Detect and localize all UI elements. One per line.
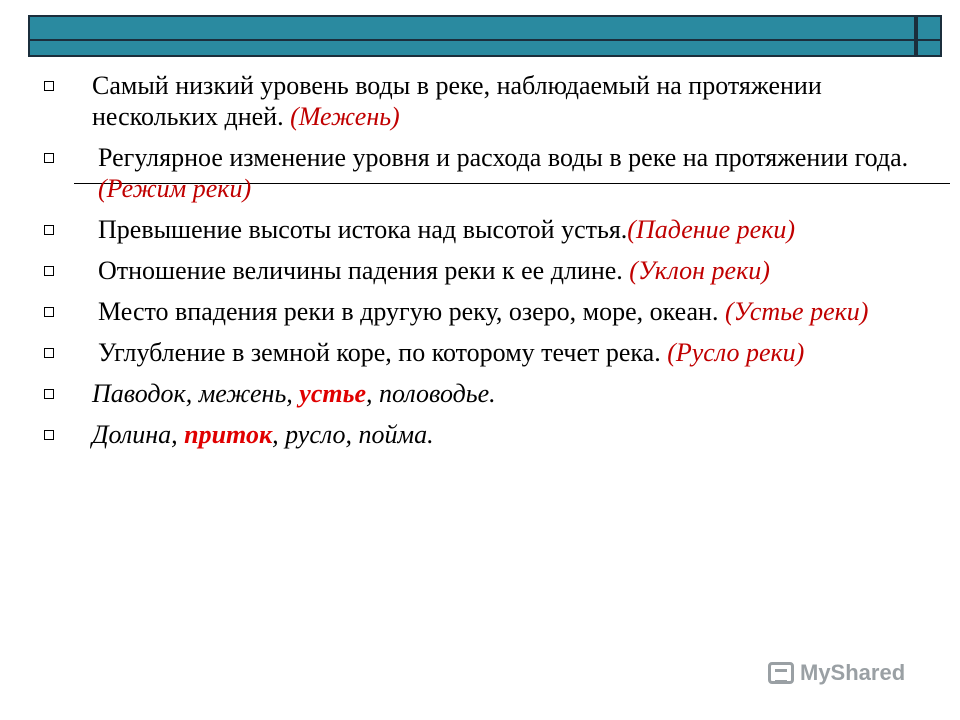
- item-answer: (Уклон реки): [629, 256, 770, 285]
- item-answer: (Устье реки): [724, 297, 869, 326]
- square-bullet-icon: [44, 266, 54, 276]
- item-answer: (Русло реки): [667, 338, 805, 367]
- item-text: Углубление в земной коре, по которому течет река.: [98, 338, 668, 367]
- title-bar: [28, 15, 942, 57]
- item-text: Превышение высоты истока над высотой устья.: [98, 215, 628, 244]
- item-text: Самый низкий уровень воды в реке, наблюдаемый на протяжении нескольких дней.: [92, 71, 822, 131]
- square-bullet-icon: [44, 225, 54, 235]
- item-answer: (Режим реки): [98, 174, 252, 203]
- term-list-text: , русло, пойма.: [272, 420, 434, 449]
- square-bullet-icon: [44, 307, 54, 317]
- square-bullet-icon: [44, 153, 54, 163]
- square-bullet-icon: [44, 348, 54, 358]
- list-item: [40, 255, 940, 286]
- list-item: [40, 337, 940, 368]
- square-bullet-icon: [44, 430, 54, 440]
- watermark: [768, 660, 905, 686]
- list-item: [40, 419, 940, 450]
- title-bar-band-lower: [30, 41, 914, 55]
- item-text: Отношение величины падения реки к ее длине.: [98, 256, 630, 285]
- item-answer: (Межень): [290, 102, 400, 131]
- term-list-text: Паводок, межень,: [92, 379, 300, 408]
- list-item: [40, 296, 940, 327]
- square-bullet-icon: [44, 389, 54, 399]
- term-highlight: устье: [299, 379, 367, 408]
- list-item: [40, 378, 940, 409]
- term-list-text: Долина,: [92, 420, 185, 449]
- definition-list: [40, 70, 940, 460]
- term-highlight: приток: [184, 420, 273, 449]
- title-bar-band: [30, 17, 914, 39]
- list-item: [40, 142, 940, 204]
- title-bar-square: [918, 17, 940, 39]
- square-bullet-icon: [44, 81, 54, 91]
- item-text: Место впадения реки в другую реку, озеро, море, океан.: [98, 297, 725, 326]
- item-answer: (Падение реки): [627, 215, 796, 244]
- presentation-icon: [768, 662, 794, 684]
- term-list-text: , половодье.: [366, 379, 496, 408]
- title-bar-square-lower: [918, 41, 940, 55]
- item-text: Регулярное изменение уровня и расхода воды в реке на протяжении года.: [98, 143, 909, 172]
- list-item: [40, 214, 940, 245]
- list-item: [40, 70, 940, 132]
- watermark-text: MyShared: [800, 660, 906, 685]
